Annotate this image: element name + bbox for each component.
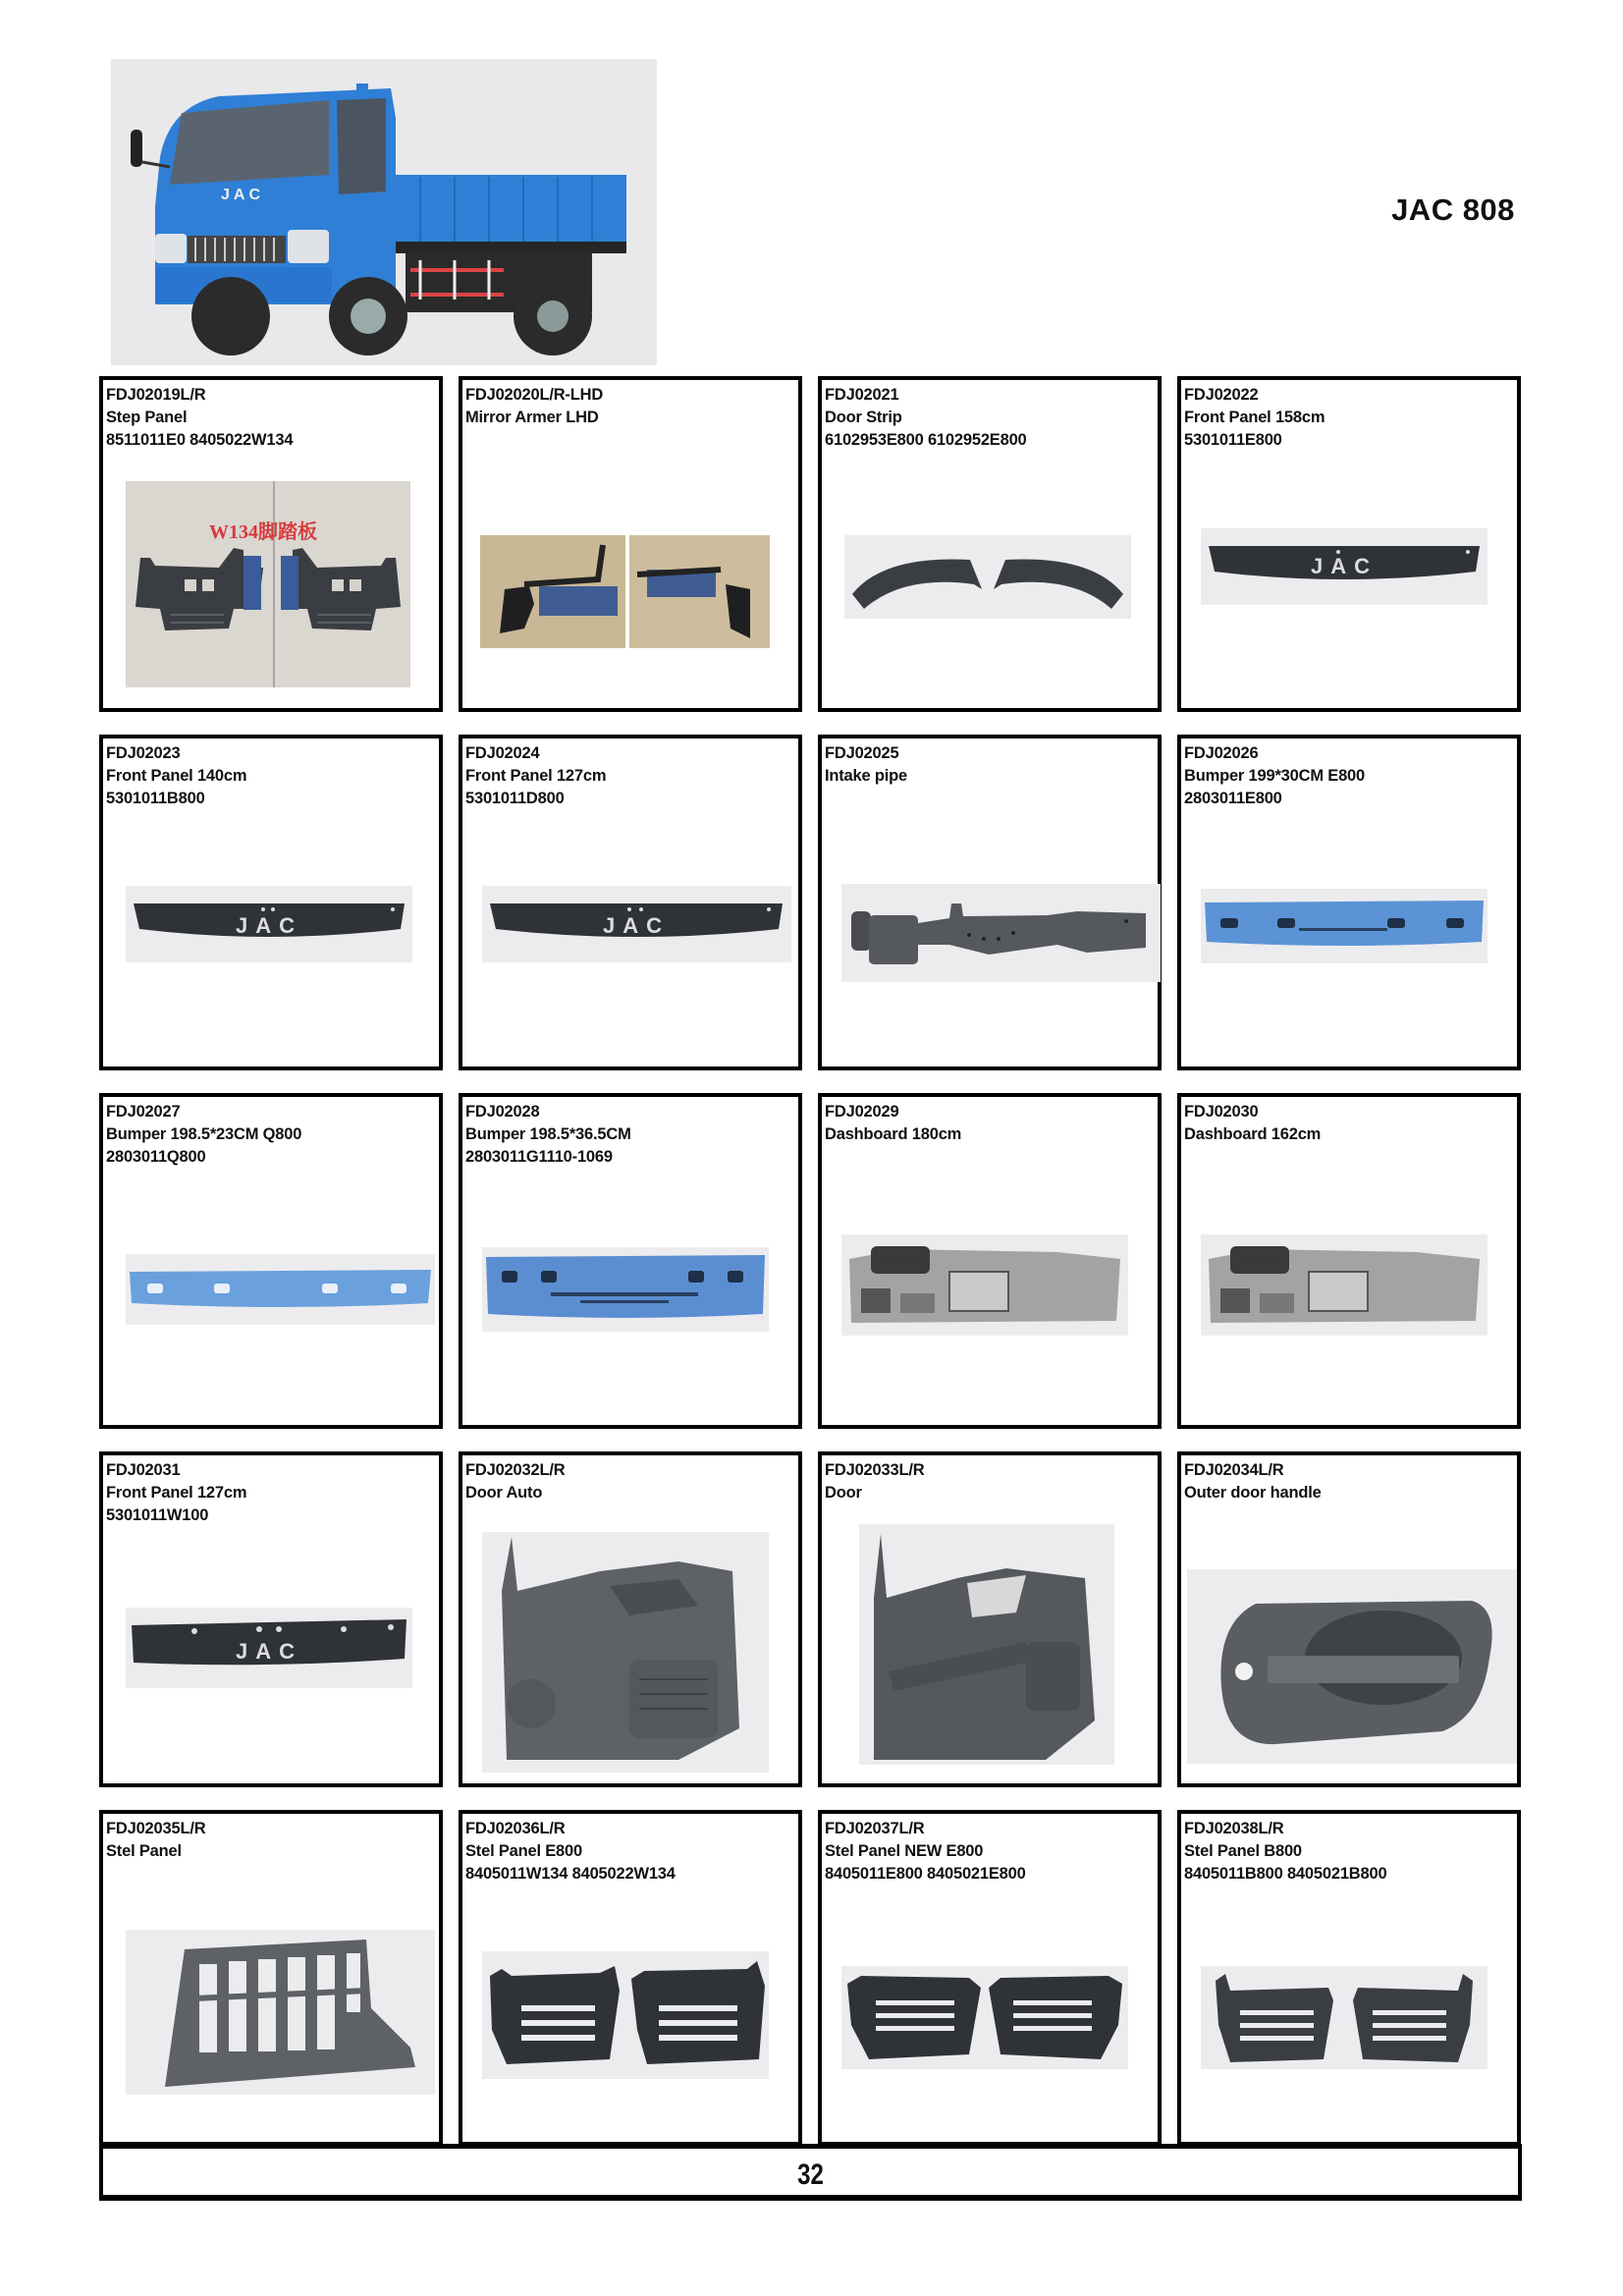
product-card: [818, 735, 1162, 1070]
step-panel-pair-photo: [841, 1966, 1128, 2069]
product-code: FDJ02030: [1184, 1103, 1259, 1121]
door-panel-photo: [482, 1532, 769, 1773]
product-card: [1177, 735, 1521, 1070]
part-number: [465, 1504, 565, 1527]
product-name: Front Panel 140cm: [106, 767, 247, 785]
part-number: 5301011B800: [106, 790, 205, 807]
part-number: 8405011W134 8405022W134: [465, 1865, 676, 1883]
product-name: Front Panel 127cm: [465, 767, 607, 785]
product-code: FDJ02036L/R: [465, 1820, 566, 1837]
part-number: [825, 788, 907, 810]
product-card: [459, 1093, 802, 1429]
product-name: Bumper 198.5*23CM Q800: [106, 1125, 302, 1143]
part-number: 5301011W100: [106, 1506, 209, 1524]
product-name: Mirror Armer LHD: [465, 409, 599, 426]
front-panel-photo: [482, 886, 791, 962]
product-name: Bumper 198.5*36.5CM: [465, 1125, 631, 1143]
part-number: 6102953E800 6102952E800: [825, 431, 1027, 449]
product-code: FDJ02020L/R-LHD: [465, 386, 604, 404]
part-number: [106, 1863, 205, 1886]
part-number: [825, 1146, 961, 1169]
product-name: Door: [825, 1484, 862, 1502]
product-card: [459, 1451, 802, 1787]
product-card: [459, 376, 802, 712]
part-number: [1184, 1146, 1321, 1169]
front-panel-photo: [126, 886, 412, 962]
product-card: [459, 1810, 802, 2146]
intake-pipe-photo: [841, 884, 1161, 982]
product-code: FDJ02028: [465, 1103, 540, 1121]
product-name: Front Panel 127cm: [106, 1484, 247, 1502]
product-card: [818, 1093, 1162, 1429]
product-code: FDJ02037L/R: [825, 1820, 925, 1837]
product-name: Dashboard 180cm: [825, 1125, 962, 1143]
product-code: FDJ02019L/R: [106, 386, 206, 404]
product-code: FDJ02026: [1184, 744, 1259, 762]
product-code: FDJ02024: [465, 744, 540, 762]
product-name: Stel Panel B800: [1184, 1842, 1302, 1860]
product-card: [1177, 1810, 1521, 2146]
product-card: [99, 376, 443, 712]
product-name: Stel Panel: [106, 1842, 182, 1860]
product-code: FDJ02029: [825, 1103, 899, 1121]
part-number: 5301011D800: [465, 790, 565, 807]
product-code: FDJ02027: [106, 1103, 181, 1121]
part-number: 8511011E0 8405022W134: [106, 431, 294, 449]
product-code: FDJ02022: [1184, 386, 1259, 404]
product-name: Step Panel: [106, 409, 188, 426]
product-code: FDJ02025: [825, 744, 899, 762]
product-name: Stel Panel NEW E800: [825, 1842, 984, 1860]
page-number: 32: [797, 2159, 824, 2191]
product-card: [1177, 1451, 1521, 1787]
door-handle-photo: [1187, 1569, 1517, 1764]
product-card: [99, 1093, 443, 1429]
product-code: FDJ02033L/R: [825, 1461, 925, 1479]
product-name: Front Panel 158cm: [1184, 409, 1325, 426]
product-card: [818, 1451, 1162, 1787]
svg-text:JAC: JAC: [235, 913, 303, 938]
part-number: 8405011B800 8405021B800: [1184, 1865, 1387, 1883]
product-name: Intake pipe: [825, 767, 907, 785]
svg-text:W134脚踏板: W134脚踏板: [209, 521, 317, 543]
bumper-photo: [1201, 889, 1488, 963]
part-number: 2803011G1110-1069: [465, 1148, 613, 1166]
step-grate-photo: [126, 1930, 435, 2095]
page-title: JAC 808: [1391, 192, 1515, 227]
product-name: Door Auto: [465, 1484, 543, 1502]
product-code: FDJ02023: [106, 744, 181, 762]
product-code: FDJ02031: [106, 1461, 181, 1479]
product-code: FDJ02032L/R: [465, 1461, 566, 1479]
product-code: FDJ02035L/R: [106, 1820, 206, 1837]
product-card: [818, 376, 1162, 712]
dashboard-photo: [841, 1234, 1128, 1336]
part-number: 2803011E800: [1184, 790, 1282, 807]
svg-text:JAC: JAC: [235, 1639, 303, 1664]
svg-text:JAC: JAC: [602, 913, 671, 938]
front-panel-photo: [126, 1608, 412, 1688]
svg-text:JAC: JAC: [221, 187, 265, 203]
product-card: [459, 735, 802, 1070]
dashboard-photo: [1201, 1234, 1488, 1336]
product-code: FDJ02034L/R: [1184, 1461, 1284, 1479]
part-number: 5301011E800: [1184, 431, 1282, 449]
product-name: Outer door handle: [1184, 1484, 1322, 1502]
step-panel-pair-photo: [482, 1951, 769, 2079]
product-card: [99, 1451, 443, 1787]
part-number: [1184, 1504, 1322, 1527]
page-footer: [99, 2144, 1522, 2201]
svg-text:JAC: JAC: [1310, 554, 1379, 578]
truck-photo: [111, 59, 657, 365]
bumper-photo: [126, 1254, 435, 1325]
mirror-arm-photo: [480, 535, 770, 648]
front-panel-photo: [1201, 528, 1488, 605]
product-card: [818, 1810, 1162, 2146]
product-card: [1177, 1093, 1521, 1429]
step-panel-pair-photo: [126, 481, 410, 687]
truck-icon: [111, 59, 657, 365]
product-card: [1177, 376, 1521, 712]
part-number: 8405011E800 8405021E800: [825, 1865, 1026, 1883]
product-name: Bumper 199*30CM E800: [1184, 767, 1366, 785]
door-panel-photo: [859, 1524, 1114, 1765]
product-code: FDJ02038L/R: [1184, 1820, 1284, 1837]
product-name: Stel Panel E800: [465, 1842, 582, 1860]
part-number: [465, 429, 603, 452]
door-strip-photo: [844, 535, 1131, 619]
product-code: FDJ02021: [825, 386, 899, 404]
bumper-photo: [482, 1247, 769, 1332]
product-name: Dashboard 162cm: [1184, 1125, 1322, 1143]
product-card: [99, 1810, 443, 2146]
product-name: Door Strip: [825, 409, 902, 426]
product-card: [99, 735, 443, 1070]
part-number: 2803011Q800: [106, 1148, 206, 1166]
step-panel-pair-photo: [1201, 1966, 1488, 2069]
